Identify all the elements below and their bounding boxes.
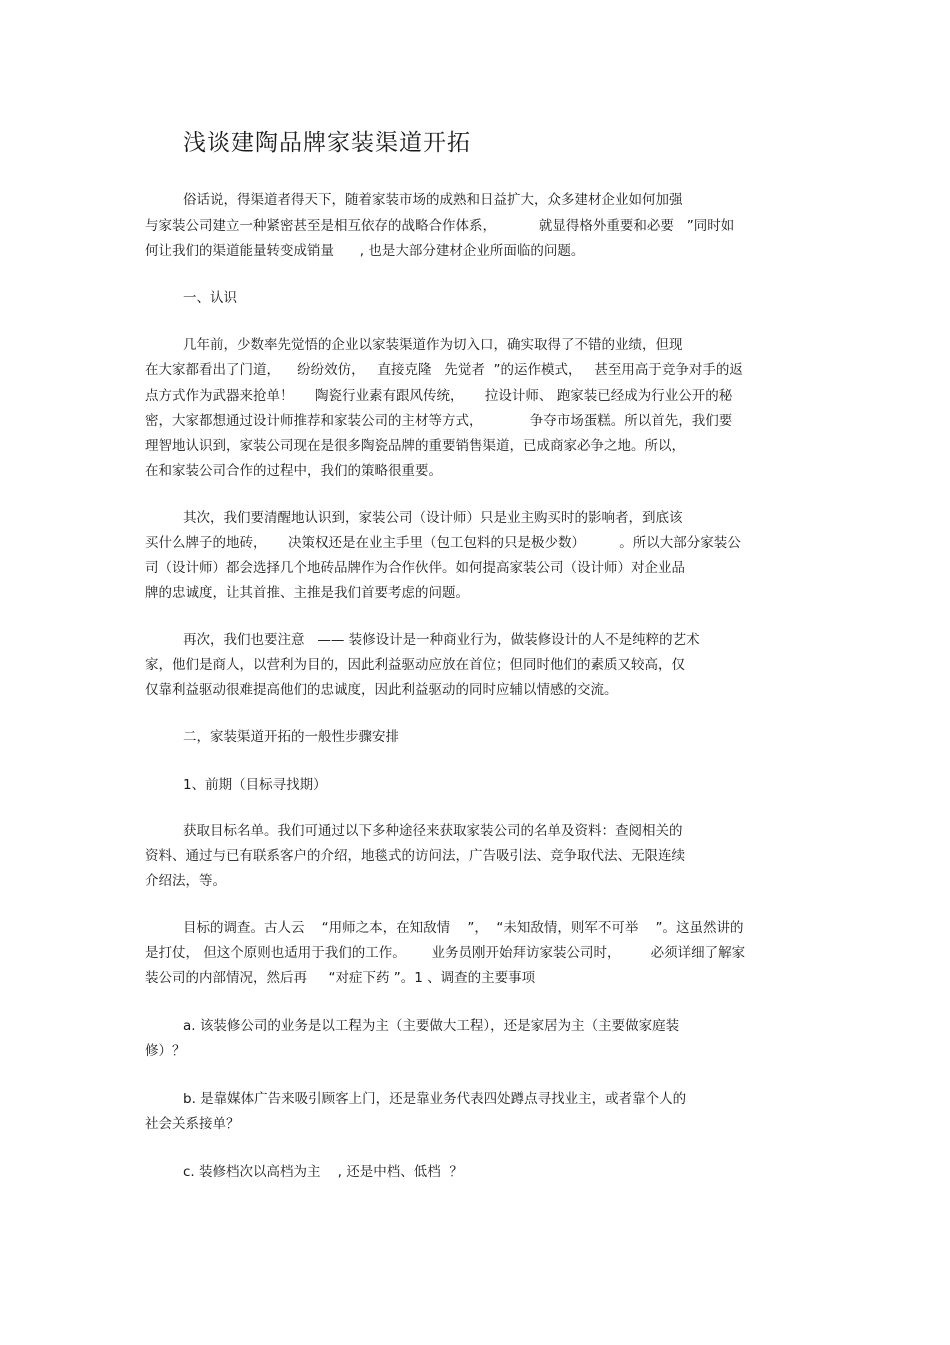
- paragraph-line: 资料、通过与已有联系客户的介绍，地毯式的访问法，广告吸引法、竞争取代法、无限连续: [145, 848, 685, 864]
- paragraph-line: 获取目标名单。我们可通过以下多种途径来获取家装公司的名单及资料：查阅相关的: [183, 823, 683, 839]
- paragraph-line: 装公司的内部情况，然后再 “对症下药 ”。1 、调查的主要事项: [145, 970, 536, 986]
- paragraph-line: 密，大家都想通过设计师推荐和家装公司的主材等方式， 争夺市场蛋糕。所以首先，我们要: [145, 413, 733, 429]
- list-item-line: a. 该装修公司的业务是以工程为主（主要做大工程），还是家居为主（主要做家庭装: [183, 1018, 680, 1034]
- paragraph-line: 是打仗， 但这个原则也适用于我们的工作。 业务员刚开始拜访家装公司时， 必须详细了解家: [145, 945, 746, 961]
- paragraph-line: 介绍法，等。: [145, 873, 226, 889]
- paragraph-line: 何让我们的渠道能量转变成销量 , 也是大部分建材企业所面临的问题。: [145, 243, 585, 259]
- paragraph-line: 买什么牌子的地砖， 决策权还是在业主手里（包工包料的只是极少数） 。所以大部分家装公: [145, 535, 741, 551]
- paragraph-line: 点方式作为武器来抢单！ 陶瓷行业素有跟风传统， 拉设计师、 跑家装已经成为行业公开的秘: [145, 388, 733, 404]
- paragraph-line: 其次，我们要清醒地认识到，家装公司（设计师）只是业主购买时的影响者，到底该: [183, 510, 683, 526]
- section-heading: 一、认识: [183, 290, 237, 306]
- list-item-line: 修）？: [145, 1043, 186, 1059]
- paragraph-line: 司（设计师）都会选择几个地砖品牌作为合作伙伴。如何提高家装公司（设计师）对企业品: [145, 560, 685, 576]
- paragraph-line: 在和家装公司合作的过程中，我们的策略很重要。: [145, 463, 442, 479]
- list-item-line: 社会关系接单？: [145, 1116, 240, 1132]
- paragraph-line: 牌的忠诚度，让其首推、主推是我们首要考虑的问题。: [145, 585, 469, 601]
- paragraph-line: 与家装公司建立一种紧密甚至是相互依存的战略合作体系， 就显得格外重要和必要 ”同时如: [145, 218, 735, 234]
- paragraph-line: 理智地认识到，家装公司现在是很多陶瓷品牌的重要销售渠道，已成商家必争之地。所以，: [145, 438, 685, 454]
- list-item-line: c. 装修档次以高档为主 , 还是中档、低档 ？: [183, 1164, 463, 1180]
- paragraph-line: 目标的调查。古人云 “用师之本，在知敌情 ”， “未知敌情，则军不可举 ”。这虽然讲的: [183, 920, 744, 936]
- paragraph-line: 几年前，少数率先觉悟的企业以家装渠道作为切入口，确实取得了不错的业绩，但现: [183, 337, 683, 353]
- paragraph-line: 仅靠利益驱动很难提高他们的忠诚度，因此利益驱动的同时应辅以情感的交流。: [145, 682, 618, 698]
- paragraph-line: 俗话说，得渠道者得天下，随着家装市场的成熟和日益扩大，众多建材企业如何加强: [183, 192, 683, 208]
- paragraph-line: 再次，我们也要注意 —— 装修设计是一种商业行为，做装修设计的人不是纯粹的艺术: [183, 632, 700, 648]
- subsection-heading: 1、前期（目标寻找期）: [183, 777, 327, 793]
- paragraph-line: 家，他们是商人，以营利为目的，因此利益驱动应放在首位；但同时他们的素质又较高，仅: [145, 657, 685, 673]
- paragraph-line: 在大家都看出了门道， 纷纷效仿， 直接克隆 先觉者 ”的运作模式， 甚至用高于竞争对手的返: [145, 362, 743, 378]
- section-heading: 二，家装渠道开拓的一般性步骤安排: [183, 729, 399, 745]
- list-item-line: b. 是靠媒体广告来吸引顾客上门，还是靠业务代表四处蹲点寻找业主，或者靠个人的: [183, 1091, 687, 1107]
- document-title: 浅谈建陶品牌家装渠道开拓: [183, 130, 471, 156]
